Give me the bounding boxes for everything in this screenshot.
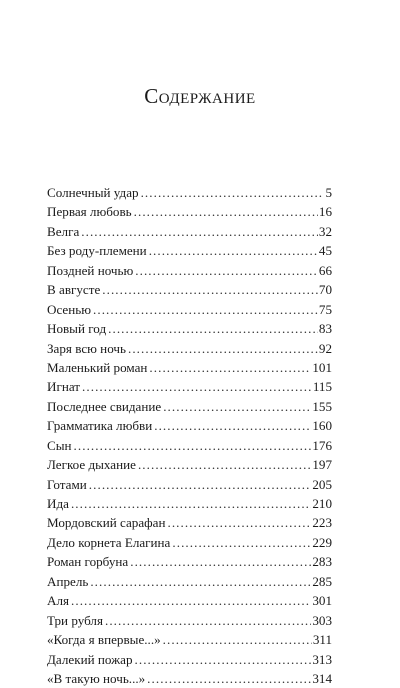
toc-entry-title: Ида (47, 496, 69, 511)
toc-leader-dots (102, 280, 318, 299)
toc-entry (47, 416, 332, 435)
toc-leader-dots (163, 630, 312, 649)
toc-entry-page: 92 (318, 340, 332, 356)
toc-entry-page: 313 (312, 651, 332, 667)
toc-entry-page: 115 (312, 379, 332, 395)
toc-entry-page: 223 (312, 515, 332, 531)
toc-leader-dots (71, 494, 311, 513)
toc-entry-page: 301 (312, 593, 332, 609)
toc-entry-title: Первая любовь (47, 204, 132, 220)
toc-entry (47, 552, 332, 571)
toc-entry (47, 300, 332, 319)
page-title: Содержание (144, 84, 256, 108)
toc-entry (47, 436, 332, 455)
toc-entry-title: «В такую ночь...» (47, 670, 146, 686)
toc-entry (47, 475, 332, 494)
toc-entry-page: 83 (318, 321, 332, 337)
toc-leader-dots (149, 358, 311, 377)
toc-entry-title: «Когда я впервые...» (47, 632, 161, 648)
toc-entry-page: 285 (312, 573, 332, 589)
toc-entry-page: 197 (312, 457, 332, 473)
toc-leader-dots (105, 611, 311, 630)
toc-entry-title: Маленький роман (47, 359, 148, 375)
toc-entry-page: 283 (312, 554, 332, 570)
toc-leader-dots (71, 591, 311, 610)
toc-entry-title: Аля (47, 593, 70, 609)
toc-entry (47, 533, 332, 552)
toc-leader-dots (108, 319, 318, 338)
toc-leader-dots (172, 533, 311, 552)
toc-entry-page: 303 (312, 612, 332, 628)
toc-entry (47, 222, 332, 241)
toc-leader-dots (149, 241, 318, 260)
toc-entry-page: 314 (312, 670, 332, 686)
toc-entry (47, 280, 332, 299)
toc-entry-title: Заря всю ночь (47, 340, 126, 356)
table-of-contents (47, 183, 332, 688)
toc-entry (47, 358, 332, 377)
toc-entry-page: 160 (312, 418, 332, 434)
toc-entry-page: 229 (312, 534, 332, 550)
toc-entry-title: Поздней ночью (47, 262, 134, 278)
toc-entry-page: 66 (318, 262, 332, 278)
toc-entry-title: Далекий пожар (47, 651, 133, 667)
toc-leader-dots (81, 222, 318, 241)
toc-leader-dots (135, 261, 318, 280)
toc-entry-page: 32 (318, 223, 332, 239)
toc-entry-title: Роман горбуна (47, 554, 129, 570)
toc-entry-page: 155 (312, 398, 332, 414)
toc-entry-title: Солнечный удар (47, 185, 139, 200)
toc-leader-dots (128, 339, 318, 358)
toc-entry (47, 611, 332, 630)
toc-entry (47, 202, 332, 221)
toc-entry-page: 16 (318, 204, 332, 220)
toc-entry (47, 572, 332, 591)
toc-entry (47, 455, 332, 474)
toc-entry-title: Грамматика любви (47, 418, 153, 434)
toc-leader-dots (134, 202, 318, 221)
toc-entry-title: Велга (47, 223, 80, 239)
toc-entry-title: Последнее свидание (47, 398, 162, 414)
toc-entry-page: 70 (318, 282, 332, 298)
toc-entry-title: Сын (47, 437, 72, 453)
toc-entry (47, 650, 332, 669)
toc-entry (47, 183, 332, 202)
toc-entry (47, 377, 332, 396)
toc-entry-title: Апрель (47, 573, 89, 589)
toc-entry-title: Игнат (47, 379, 81, 395)
toc-entry-page: 75 (318, 301, 332, 317)
toc-leader-dots (82, 377, 312, 396)
toc-entry-page: 101 (312, 359, 332, 375)
toc-leader-dots (141, 183, 325, 202)
toc-leader-dots (163, 397, 311, 416)
toc-entry (47, 669, 332, 688)
toc-entry-title: Новый год (47, 321, 107, 337)
toc-entry-title: В августе (47, 282, 101, 298)
toc-leader-dots (90, 572, 311, 591)
toc-entry-page: 176 (312, 437, 332, 453)
toc-entry-page: 5 (325, 185, 332, 200)
toc-entry-page: 45 (318, 243, 332, 259)
toc-leader-dots (89, 475, 312, 494)
toc-entry-title: Легкое дыхание (47, 457, 136, 473)
toc-entry (47, 630, 332, 649)
toc-entry-title: Дело корнета Елагина (47, 534, 171, 550)
toc-entry-title: Готами (47, 476, 87, 492)
toc-leader-dots (93, 300, 318, 319)
toc-leader-dots (74, 436, 312, 455)
toc-entry (47, 591, 332, 610)
toc-leader-dots (135, 650, 312, 669)
toc-entry (47, 319, 332, 338)
toc-entry (47, 241, 332, 260)
toc-entry-title: Три рубля (47, 612, 103, 628)
toc-leader-dots (138, 455, 311, 474)
toc-leader-dots (154, 416, 311, 435)
toc-entry-page: 205 (312, 476, 332, 492)
toc-entry-title: Мордовский сарафан (47, 515, 166, 531)
toc-entry-page: 210 (312, 496, 332, 511)
toc-entry (47, 513, 332, 532)
toc-entry (47, 494, 332, 513)
toc-leader-dots (167, 513, 311, 532)
toc-leader-dots (130, 552, 311, 571)
toc-entry (47, 261, 332, 280)
toc-entry-title: Осенью (47, 301, 91, 317)
toc-leader-dots (147, 669, 311, 688)
toc-entry (47, 397, 332, 416)
toc-entry-title: Без роду-племени (47, 243, 147, 259)
toc-entry (47, 339, 332, 358)
toc-entry-page: 311 (312, 632, 332, 648)
